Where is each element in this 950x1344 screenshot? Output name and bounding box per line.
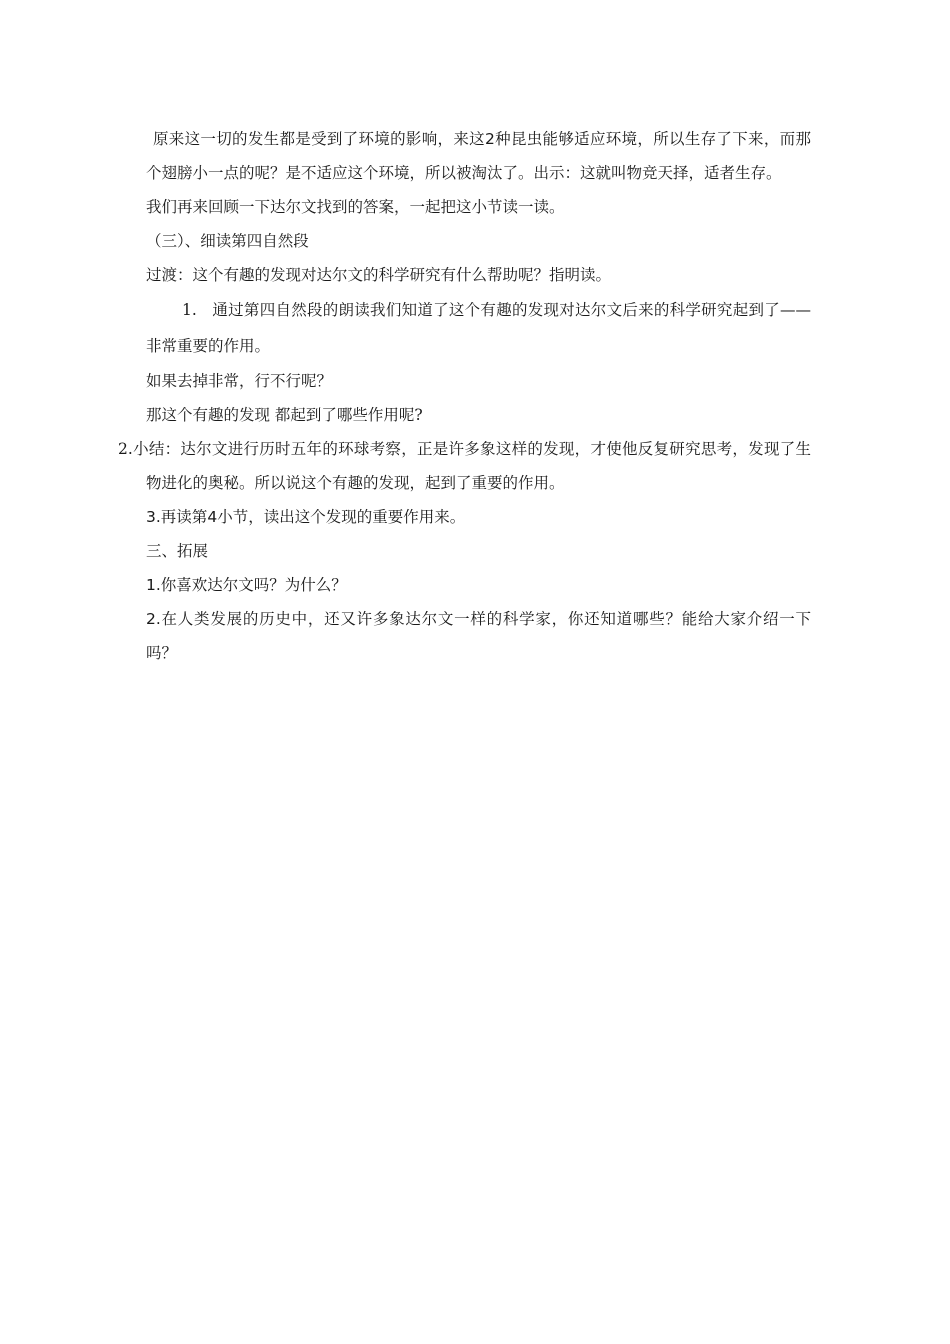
paragraph-review: 我们再来回顾一下达尔文找到的答案，一起把这小节读一读。 <box>146 198 565 216</box>
list-text: 在人类发展的历史中，还又许多象达尔文一样的科学家，你还知道哪些？能给大家介绍一下吗？ <box>146 610 811 662</box>
paragraph-text: 种昆虫能够适应环境，所以生存了下来，而那个翅膀小一点的呢？是不适应这个环境，所以被淘汰了。出示：这就叫物竞天择，适者生存。 <box>146 130 811 182</box>
extension-item-1 <box>146 568 811 602</box>
list-number: 3. <box>146 508 161 526</box>
paragraph-number: 2 <box>484 130 495 148</box>
list-text: 小结：达尔文进行历时五年的环球考察，正是许多象这样的发现，才使他反复研究思考，发现了生物进化的奥秘。所以说这个有趣的发现，起到了重要的作用。 <box>132 440 811 492</box>
list-text: 小节，读出这个发现的重要作用来。 <box>217 508 466 526</box>
list-item-2 <box>118 432 811 500</box>
section-heading-three: （三）、细读第四自然段 <box>146 232 309 250</box>
list-inline-number: 4 <box>207 508 218 526</box>
list-text: 再读第 <box>160 508 208 526</box>
list-number: 1. <box>146 576 161 594</box>
document-body <box>118 122 811 670</box>
list-item-1 <box>146 292 811 364</box>
list-number: 1. <box>182 301 197 319</box>
transition-text: 过渡：这个有趣的发现对达尔文的科学研究有什么帮助呢？指明读。 <box>146 266 612 284</box>
list-text: 你喜欢达尔文吗？为什么？ <box>160 576 347 594</box>
list-item-3 <box>146 500 811 534</box>
paragraph-environment <box>146 122 811 190</box>
list-number: 2. <box>118 440 133 458</box>
question-1: 如果去掉非常，行不行呢？ <box>146 372 333 390</box>
paragraph-text: 原来这一切的发生都是受到了环境的影响，来这 <box>153 130 485 148</box>
list-number: 2. <box>146 610 161 628</box>
question-2: 那这个有趣的发现 都起到了哪些作用呢? <box>146 406 423 424</box>
extension-item-2 <box>146 602 811 670</box>
heading-extension: 三、拓展 <box>146 542 209 560</box>
list-text: 通过第四自然段的朗读我们知道了这个有趣的发现对达尔文后来的科学研究起到了——非常重要的作用。 <box>146 301 811 355</box>
